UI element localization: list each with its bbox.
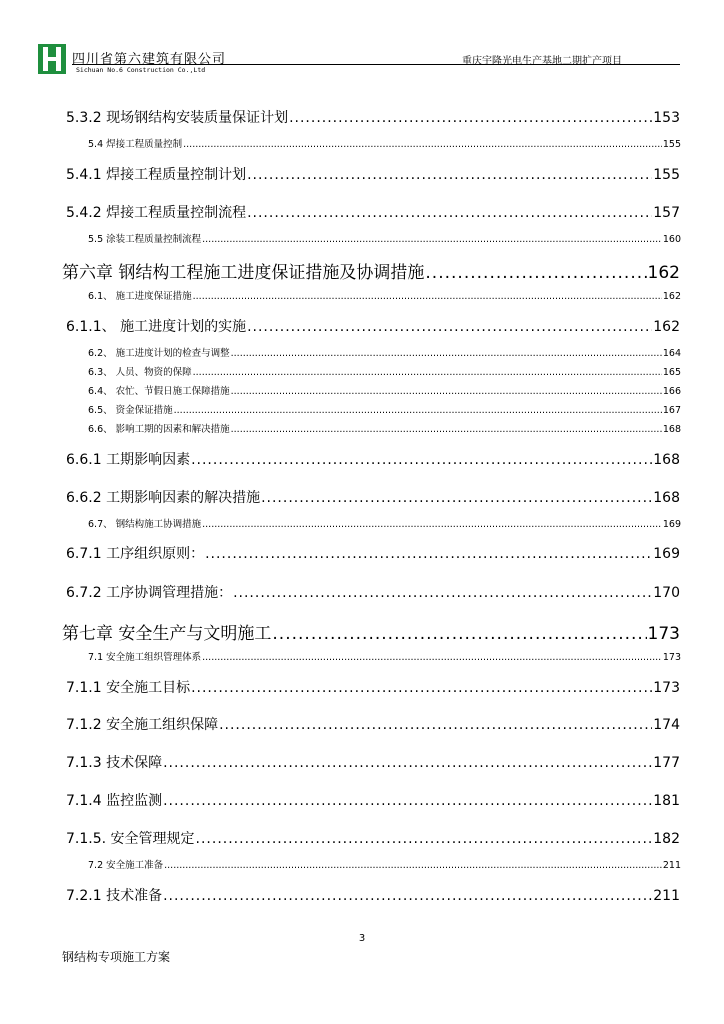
toc-entry-title: 6.7.2 工序协调管理措施： <box>66 585 233 601</box>
toc-entry-title: 第七章 安全生产与文明施工 <box>62 624 272 644</box>
toc-entry[interactable] <box>88 516 681 530</box>
toc-entry[interactable] <box>66 714 680 734</box>
toc-entry[interactable] <box>88 649 681 663</box>
toc-entry-page: 162 <box>653 319 680 335</box>
toc-entry-page: 162 <box>647 263 680 283</box>
toc-entry[interactable] <box>88 383 681 397</box>
toc-entry-title: 6.4、 农忙、节假日施工保障措施 <box>88 386 230 397</box>
toc-entry-page: 173 <box>653 680 680 696</box>
toc-entry-title: 5.3.2 现场钢结构安装质量保证计划 <box>66 110 289 126</box>
company-name: 四川省第六建筑有限公司 <box>72 52 227 67</box>
toc-entry[interactable] <box>66 885 680 905</box>
toc-entry-title: 6.1.1、 施工进度计划的实施 <box>66 319 247 335</box>
toc-entry[interactable] <box>66 828 680 848</box>
toc-dot-leader <box>247 205 652 221</box>
toc-entry-title: 6.7.1 工序组织原则： <box>66 546 205 562</box>
toc-entry-page: 168 <box>653 490 680 506</box>
toc-entry-page: 181 <box>653 793 680 809</box>
toc-entry-title: 第六章 钢结构工程施工进度保证措施及协调措施 <box>62 263 425 283</box>
toc-dot-leader <box>196 831 653 847</box>
toc-entry-title: 6.5、 资金保证措施 <box>88 405 173 416</box>
toc-entry-title: 7.1.2 安全施工组织保障 <box>66 717 219 733</box>
toc-dot-leader <box>163 888 652 904</box>
toc-dot-leader <box>261 490 652 506</box>
project-name: 重庆宇隆光电生产基地二期扩产项目 <box>462 56 622 67</box>
toc-dot-leader <box>247 319 652 335</box>
toc-dot-leader <box>193 291 662 302</box>
toc-entry[interactable] <box>66 107 680 127</box>
toc-entry-page: 165 <box>662 367 681 378</box>
toc-dot-leader <box>425 263 646 283</box>
toc-entry[interactable] <box>62 258 680 283</box>
footer-title: 钢结构专项施工方案 <box>62 950 171 964</box>
toc-entry-page: 162 <box>662 291 681 302</box>
toc-entry[interactable] <box>66 164 680 184</box>
toc-entry[interactable] <box>66 790 680 810</box>
toc-entry-title: 6.6.1 工期影响因素 <box>66 452 191 468</box>
toc-entry-title: 7.1.3 技术保障 <box>66 755 163 771</box>
toc-entry[interactable] <box>62 619 680 644</box>
toc-entry-title: 7.1.4 监控监测 <box>66 793 163 809</box>
toc-entry-page: 168 <box>653 452 680 468</box>
toc-entry-page: 173 <box>662 652 681 663</box>
toc-entry-page: 155 <box>653 167 680 183</box>
toc-entry-page: 153 <box>653 110 680 126</box>
toc-entry-page: 169 <box>662 519 681 530</box>
toc-dot-leader <box>183 139 662 150</box>
page-number: 3 <box>358 933 366 944</box>
toc-dot-leader <box>202 519 662 530</box>
toc-entry-title: 7.1.1 安全施工目标 <box>66 680 191 696</box>
toc-entry-page: 177 <box>653 755 680 771</box>
toc-entry-title: 6.6.2 工期影响因素的解决措施 <box>66 490 261 506</box>
toc-entry-page: 173 <box>647 624 680 644</box>
toc-dot-leader <box>163 755 652 771</box>
toc-entry-title: 7.1 安全施工组织管理体系 <box>88 652 202 663</box>
toc-entry[interactable] <box>88 288 681 302</box>
toc-entry-page: 157 <box>653 205 680 221</box>
toc-dot-leader <box>219 717 652 733</box>
toc-dot-leader <box>233 585 652 601</box>
toc-entry-title: 5.5 涂装工程质量控制流程 <box>88 234 202 245</box>
toc-entry[interactable] <box>88 402 681 416</box>
toc-entry[interactable] <box>88 364 681 378</box>
page-header <box>38 44 680 74</box>
toc-entry-page: 160 <box>662 234 681 245</box>
toc-entry[interactable] <box>88 136 681 150</box>
toc-entry[interactable] <box>88 231 681 245</box>
toc-entry-title: 5.4.1 焊接工程质量控制计划 <box>66 167 247 183</box>
toc-entry[interactable] <box>66 449 680 469</box>
toc-entry-page: 211 <box>653 888 680 904</box>
toc-dot-leader <box>231 386 662 397</box>
toc-dot-leader <box>202 652 662 663</box>
toc-dot-leader <box>272 624 646 644</box>
toc-entry-title: 5.4.2 焊接工程质量控制流程 <box>66 205 247 221</box>
toc-entry-title: 6.7、 钢结构施工协调措施 <box>88 519 202 530</box>
toc-entry-title: 7.2 安全施工准备 <box>88 860 164 871</box>
toc-entry[interactable] <box>66 487 680 507</box>
toc-entry[interactable] <box>88 857 681 871</box>
toc-dot-leader <box>191 452 652 468</box>
toc-entry-page: 169 <box>653 546 680 562</box>
toc-dot-leader <box>202 234 662 245</box>
toc-entry-page: 155 <box>662 139 681 150</box>
toc-dot-leader <box>289 110 652 126</box>
toc-entry-title: 7.1.5. 安全管理规定 <box>66 831 195 847</box>
toc-entry-title: 7.2.1 技术准备 <box>66 888 163 904</box>
toc-dot-leader <box>231 424 662 435</box>
toc-dot-leader <box>163 793 652 809</box>
toc-entry[interactable] <box>66 582 680 602</box>
toc-dot-leader <box>174 405 662 416</box>
toc-dot-leader <box>247 167 652 183</box>
toc-dot-leader <box>191 680 652 696</box>
toc-entry-page: 167 <box>662 405 681 416</box>
toc-entry-title: 6.1、 施工进度保证措施 <box>88 291 192 302</box>
toc-dot-leader <box>193 367 662 378</box>
toc-entry-page: 170 <box>653 585 680 601</box>
header-divider <box>72 64 680 65</box>
toc-entry-title: 6.6、 影响工期的因素和解决措施 <box>88 424 230 435</box>
toc-entry-title: 5.4 焊接工程质量控制 <box>88 139 183 150</box>
toc-entry[interactable] <box>66 677 680 697</box>
toc-entry[interactable] <box>66 316 680 336</box>
company-name-en: Sichuan No.6 Construction Co.,Ltd <box>76 66 206 74</box>
toc-entry[interactable] <box>88 345 681 359</box>
toc-entry-page: 166 <box>662 386 681 397</box>
toc-entry-title: 6.3、 人员、物资的保障 <box>88 367 192 378</box>
toc-dot-leader <box>205 546 652 562</box>
toc-entry-title: 6.2、 施工进度计划的检查与调整 <box>88 348 230 359</box>
toc-entry[interactable] <box>66 202 680 222</box>
toc-entry-page: 211 <box>662 860 681 871</box>
toc-entry-page: 182 <box>653 831 680 847</box>
toc-dot-leader <box>164 860 662 871</box>
toc-entry-page: 164 <box>662 348 681 359</box>
company-logo-icon <box>38 44 66 74</box>
toc-entry[interactable] <box>66 543 680 563</box>
toc-entry-page: 174 <box>653 717 680 733</box>
toc-entry-page: 168 <box>662 424 681 435</box>
toc-dot-leader <box>231 348 662 359</box>
toc-entry[interactable] <box>88 421 681 435</box>
toc-entry[interactable] <box>66 752 680 772</box>
